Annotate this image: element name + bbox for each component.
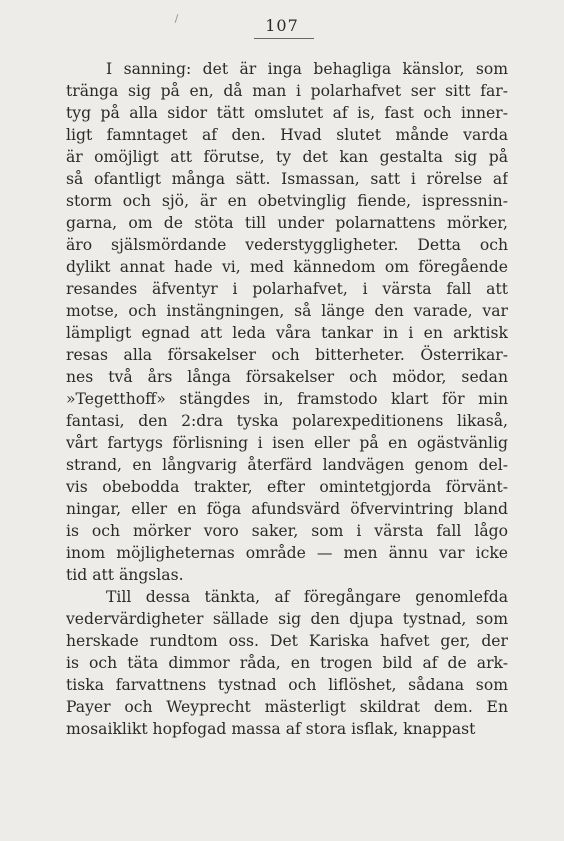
text-line: is och täta dimmor råda, en trogen bild af de ark- xyxy=(66,654,508,672)
text-line: is och mörker voro saker, som i värsta fall lågo xyxy=(66,522,508,540)
text-line: Till dessa tänkta, af föregångare genomlefda xyxy=(106,588,508,606)
text-line: nes två års långa försakelser och mödor, sedan xyxy=(66,368,508,386)
text-line: mosaiklikt hopfogad massa af stora isflak, knappast xyxy=(66,720,476,738)
text-line: så ofantligt många sätt. Ismassan, satt i rörelse af xyxy=(66,170,508,188)
text-line: I sanning: det är inga behagliga känslor, som xyxy=(106,60,508,78)
text-line: inom möjligheternas område — men ännu var icke xyxy=(66,544,508,562)
text-line: lämpligt egnad att leda våra tankar in i en arktisk xyxy=(66,324,508,342)
text-line: herskade rundtom oss. Det Kariska hafvet ger, der xyxy=(66,632,508,650)
text-line: resandes äfventyr i polarhafvet, i värsta fall att xyxy=(66,280,508,298)
text-line: äro själsmördande vederstyggligheter. Detta och xyxy=(66,236,508,254)
text-line: är omöjligt att förutse, ty det kan gestalta sig på xyxy=(66,148,508,166)
text-line: fantasi, den 2:dra tyska polarexpeditionens likaså, xyxy=(66,412,508,430)
text-line: garna, om de stöta till under polarnattens mörker, xyxy=(66,214,508,232)
page-number-rule xyxy=(254,38,314,39)
text-line: tid att ängslas. xyxy=(66,566,184,584)
text-line: resas alla försakelser och bitterheter. Österrikar- xyxy=(66,346,508,364)
text-line: ligt famntaget af den. Hvad slutet månde varda xyxy=(66,126,508,144)
page-number: 107 xyxy=(265,16,299,35)
text-line: vis obebodda trakter, efter omintetgjorda förvänt- xyxy=(66,478,508,496)
text-line: Payer och Weyprecht mästerligt skildrat dem. En xyxy=(66,698,508,716)
text-line: tyg på alla sidor tätt omslutet af is, fast och inner- xyxy=(66,104,508,122)
text-line: vårt fartygs förlisning i isen eller på en ogästvänlig xyxy=(66,434,508,452)
text-line: tränga sig på en, då man i polarhafvet ser sitt far- xyxy=(66,82,508,100)
text-line: »Tegetthoff» stängdes in, framstodo klart för min xyxy=(66,390,508,408)
text-line: vedervärdigheter sällade sig den djupa tystnad, som xyxy=(66,610,508,628)
text-line: ningar, eller en föga afundsvärd öfvervintring bland xyxy=(66,500,508,518)
text-line: dylikt annat hade vi, med kännedom om föregående xyxy=(66,258,508,276)
text-line: storm och sjö, är en obetvinglig fiende, ispressnin- xyxy=(66,192,508,210)
body-text xyxy=(66,58,508,740)
text-line: strand, en långvarig återfärd landvägen genom del- xyxy=(66,456,508,474)
text-line: tiska farvattnens tystnad och liflöshet, sådana som xyxy=(66,676,508,694)
text-line: motse, och instängningen, så länge den varade, var xyxy=(66,302,508,320)
